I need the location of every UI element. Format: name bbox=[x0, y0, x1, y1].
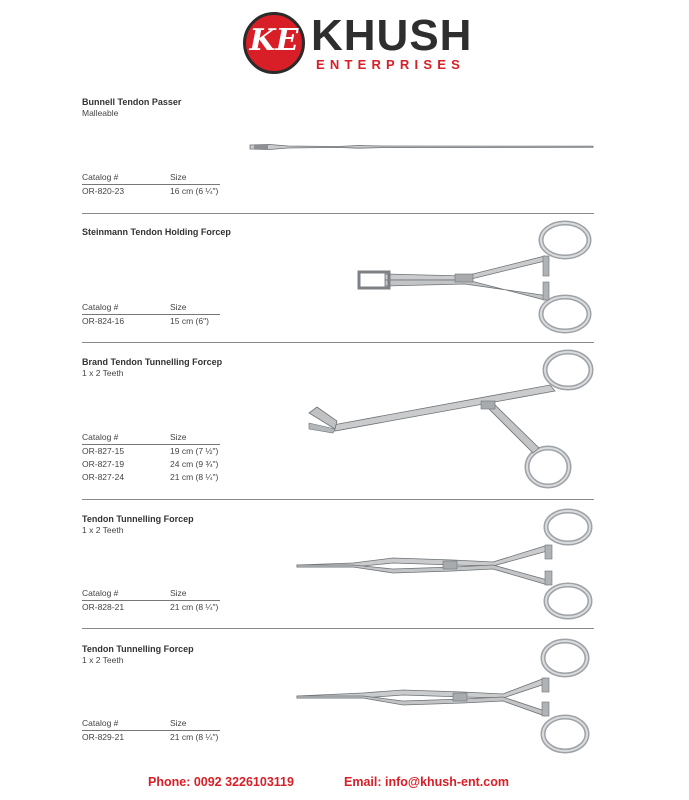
size-value: 15 cm (6") bbox=[170, 316, 209, 326]
company-name: KHUSH bbox=[311, 11, 473, 60]
size-header: Size bbox=[170, 432, 187, 442]
catalog-number: OR-820-23 bbox=[82, 186, 125, 196]
product-subtitle: Malleable bbox=[82, 108, 119, 118]
logo-letters: KE bbox=[249, 23, 299, 58]
product-title: Brand Tendon Tunnelling Forcep bbox=[82, 357, 223, 367]
header-underline bbox=[82, 444, 220, 445]
catalog-number: OR-828-21 bbox=[82, 602, 125, 612]
size-header: Size bbox=[170, 172, 187, 182]
table-row bbox=[82, 446, 282, 458]
table-row bbox=[82, 472, 282, 484]
size-header: Size bbox=[170, 718, 187, 728]
section-divider bbox=[82, 628, 594, 629]
catalog-number: OR-827-19 bbox=[82, 459, 125, 469]
size-value: 24 cm (9 ¾") bbox=[170, 459, 219, 469]
size-value: 16 cm (6 ¼") bbox=[170, 186, 219, 196]
catalog-header: Catalog # bbox=[82, 718, 119, 728]
catalog-header: Catalog # bbox=[82, 432, 119, 442]
header-underline bbox=[82, 730, 220, 731]
product-subtitle: 1 x 2 Teeth bbox=[82, 368, 124, 378]
size-value: 21 cm (8 ¼") bbox=[170, 472, 219, 482]
product-title: Tendon Tunnelling Forcep bbox=[82, 514, 194, 524]
phone-number[interactable]: Phone: 0092 3226103119 bbox=[148, 775, 294, 789]
size-value: 21 cm (8 ¼") bbox=[170, 602, 219, 612]
catalog-number: OR-827-15 bbox=[82, 446, 125, 456]
header-underline bbox=[82, 600, 220, 601]
section-divider bbox=[82, 499, 594, 500]
table-row bbox=[82, 602, 282, 614]
holding-forcep-image bbox=[355, 216, 600, 338]
product-title: Tendon Tunnelling Forcep bbox=[82, 644, 194, 654]
catalog-number: OR-829-21 bbox=[82, 732, 125, 742]
section-divider bbox=[82, 342, 594, 343]
product-subtitle: 1 x 2 Teeth bbox=[82, 525, 124, 535]
tendon-passer-image bbox=[248, 140, 598, 154]
tunnelling-forcep-image bbox=[293, 636, 598, 756]
table-row bbox=[82, 459, 282, 471]
size-header: Size bbox=[170, 302, 187, 312]
catalog-header: Catalog # bbox=[82, 172, 119, 182]
company-logo bbox=[243, 11, 473, 76]
email-address[interactable]: Email: info@khush-ent.com bbox=[344, 775, 509, 789]
header-underline bbox=[82, 184, 220, 185]
catalog-number: OR-827-24 bbox=[82, 472, 125, 482]
tunnelling-forcep-image bbox=[293, 505, 598, 623]
catalog-header: Catalog # bbox=[82, 588, 119, 598]
header-underline bbox=[82, 314, 220, 315]
size-value: 21 cm (8 ¼") bbox=[170, 732, 219, 742]
product-title: Steinmann Tendon Holding Forcep bbox=[82, 227, 231, 237]
brand-tunnelling-forcep-image bbox=[305, 345, 600, 495]
catalog-header: Catalog # bbox=[82, 302, 119, 312]
table-row bbox=[82, 186, 282, 198]
table-row bbox=[82, 316, 282, 328]
company-subtitle: ENTERPRISES bbox=[316, 57, 465, 72]
product-title: Bunnell Tendon Passer bbox=[82, 97, 182, 107]
size-value: 19 cm (7 ½") bbox=[170, 446, 219, 456]
product-subtitle: 1 x 2 Teeth bbox=[82, 655, 124, 665]
section-divider bbox=[82, 213, 594, 214]
size-header: Size bbox=[170, 588, 187, 598]
catalog-number: OR-824-16 bbox=[82, 316, 125, 326]
table-row bbox=[82, 732, 282, 744]
